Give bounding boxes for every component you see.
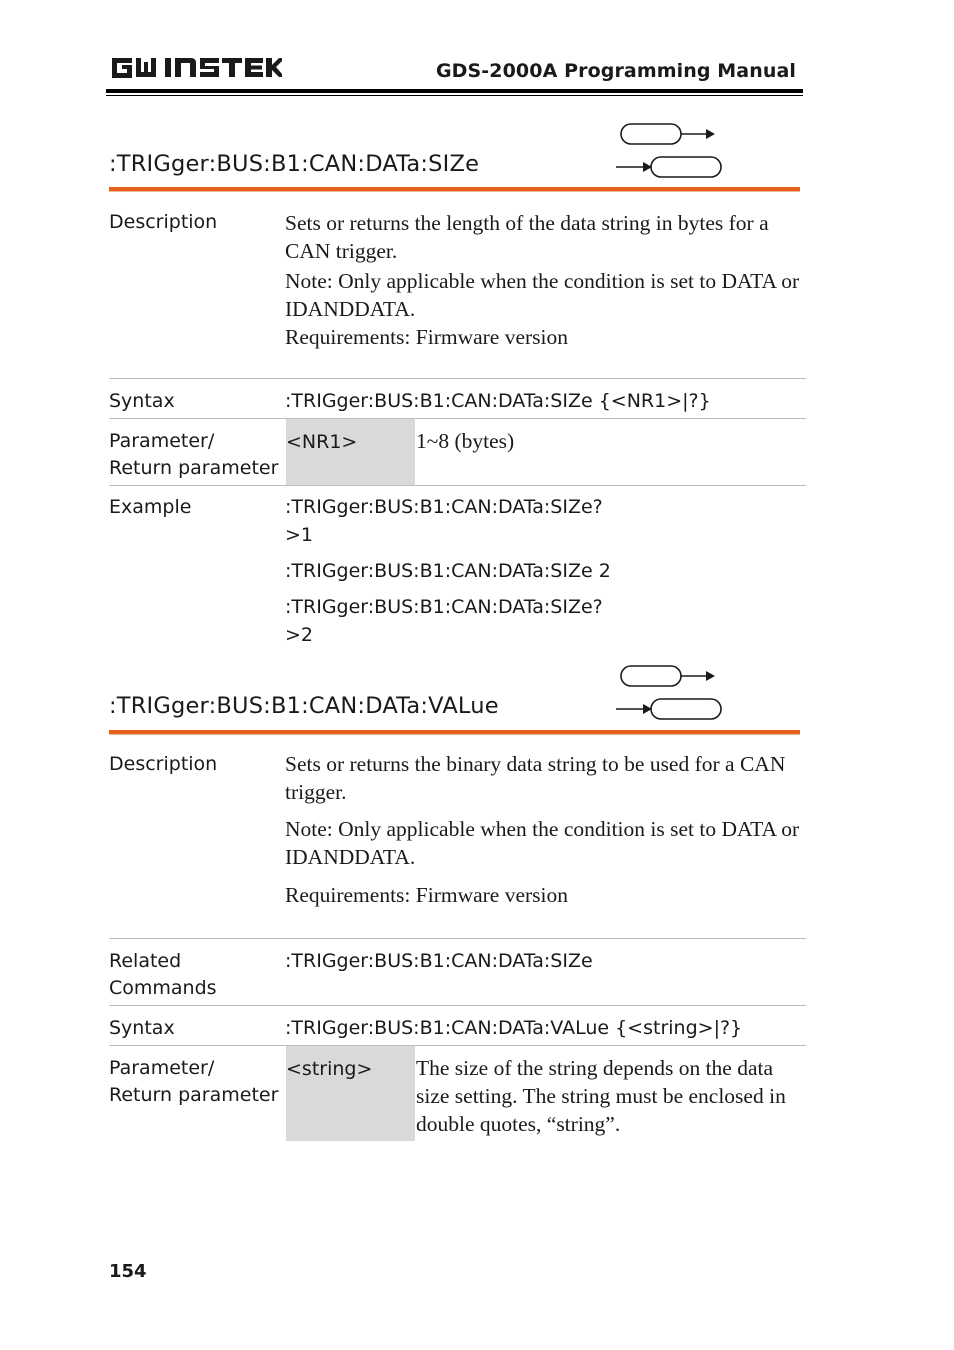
row-divider bbox=[109, 485, 806, 486]
set-command-icon bbox=[621, 666, 715, 686]
row-divider bbox=[109, 1005, 806, 1006]
example-line: >2 bbox=[285, 624, 314, 646]
return-parameter-label: Return parameter bbox=[109, 457, 279, 479]
description-note: Note: Only applicable when the condition is set to DATA or IDANDDATA. bbox=[285, 269, 800, 321]
section-divider bbox=[109, 187, 800, 191]
description-label: Description bbox=[109, 211, 218, 233]
description-requirements: Requirements: Firmware version bbox=[285, 325, 569, 349]
return-parameter-label: Return parameter bbox=[109, 1084, 279, 1106]
parameter-label: Parameter/ bbox=[109, 430, 215, 452]
related-command: :TRIGger:BUS:B1:CAN:DATa:SIZe bbox=[285, 950, 593, 972]
page-number: 154 bbox=[109, 1261, 147, 1282]
query-command-icon bbox=[616, 699, 721, 719]
description-text: Sets or returns the binary data string to be used for a CAN trigger. bbox=[285, 752, 786, 804]
description-label: Description bbox=[109, 753, 218, 775]
parameter-name: <string> bbox=[286, 1058, 373, 1080]
set-query-command-icons bbox=[614, 122, 724, 182]
gw-instek-logo-icon bbox=[110, 54, 282, 82]
example-line: >1 bbox=[285, 524, 314, 546]
syntax-value: :TRIGger:BUS:B1:CAN:DATa:SIZe {<NR1>|?} bbox=[285, 390, 711, 412]
related-label: Related bbox=[109, 950, 182, 972]
example-label: Example bbox=[109, 496, 192, 518]
parameter-label: Parameter/ bbox=[109, 1057, 215, 1079]
header-rule bbox=[106, 89, 803, 93]
set-query-command-icons bbox=[614, 664, 724, 724]
row-divider bbox=[109, 418, 806, 419]
parameter-name: <NR1> bbox=[286, 431, 358, 453]
example-line: :TRIGger:BUS:B1:CAN:DATa:SIZe? bbox=[285, 596, 603, 618]
example-line: :TRIGger:BUS:B1:CAN:DATa:SIZe? bbox=[285, 496, 603, 518]
section-divider bbox=[109, 730, 800, 734]
description-requirements: Requirements: Firmware version bbox=[285, 883, 569, 907]
parameter-description: The size of the string depends on the data size setting. The string must be enclosed in double quotes, “string”. bbox=[416, 1056, 786, 1136]
header-rule-thin bbox=[106, 95, 803, 96]
query-command-icon bbox=[616, 157, 721, 177]
row-divider bbox=[109, 1045, 806, 1046]
row-divider bbox=[109, 938, 806, 939]
example-line: :TRIGger:BUS:B1:CAN:DATa:SIZe 2 bbox=[285, 560, 611, 582]
row-divider bbox=[109, 378, 806, 379]
manual-title: GDS-2000A Programming Manual bbox=[435, 60, 796, 82]
syntax-label: Syntax bbox=[109, 1017, 175, 1039]
parameter-description: 1~8 (bytes) bbox=[416, 429, 515, 453]
description-note: Note: Only applicable when the condition is set to DATA or IDANDDATA. bbox=[285, 817, 800, 869]
set-command-icon bbox=[621, 124, 715, 144]
section-title: :TRIGger:BUS:B1:CAN:DATa:SIZe bbox=[109, 151, 480, 177]
description-text: Sets or returns the length of the data string in bytes for a CAN trigger. bbox=[285, 211, 769, 263]
syntax-value: :TRIGger:BUS:B1:CAN:DATa:VALue {<string>|?} bbox=[285, 1017, 743, 1039]
section-title: :TRIGger:BUS:B1:CAN:DATa:VALue bbox=[109, 693, 499, 719]
brand-logo bbox=[110, 54, 282, 87]
syntax-label: Syntax bbox=[109, 390, 175, 412]
commands-label: Commands bbox=[109, 977, 217, 999]
